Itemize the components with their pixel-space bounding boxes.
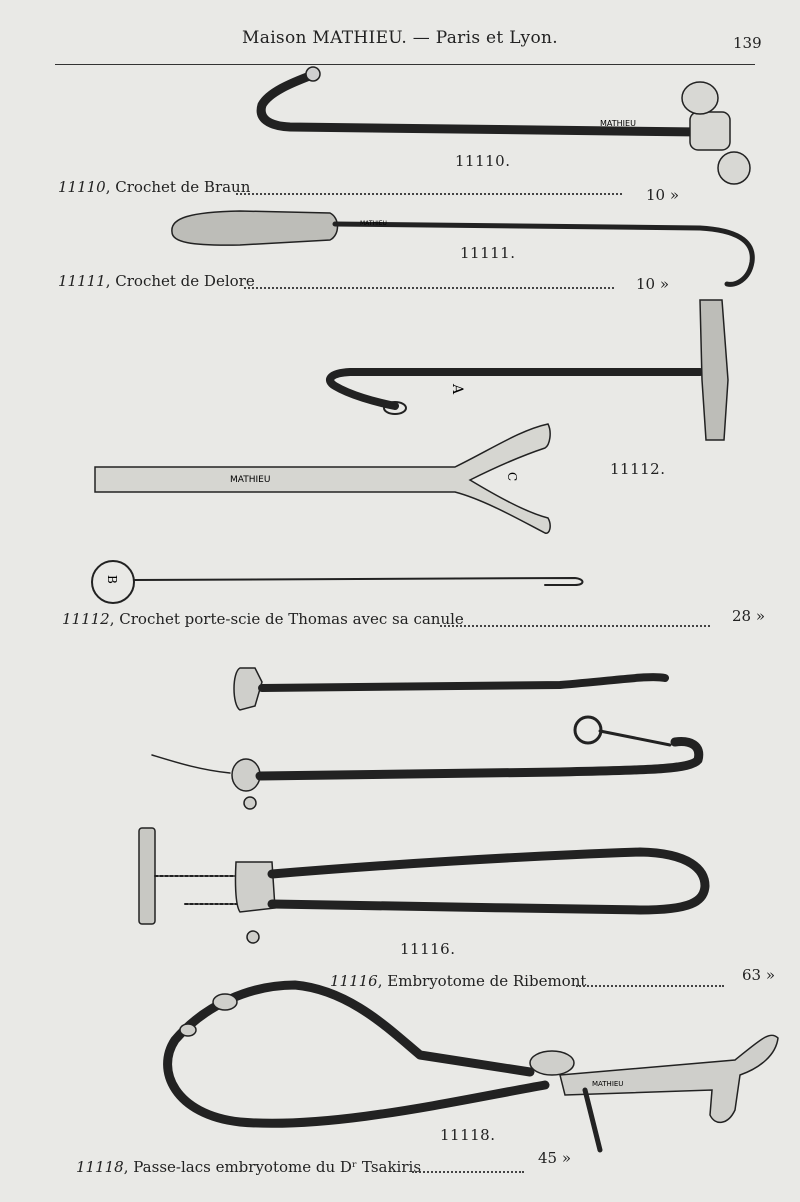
figure-number-11110: 11110. [455,152,511,170]
brand-mark: MATHIEU [600,119,636,128]
catalog-entry-11111: 11111, Crochet de Delore [58,272,255,290]
entry-price-11110: 10 » [646,186,680,204]
entry-name: Crochet porte-scie de Thomas avec sa canule [119,610,464,628]
entry-price-11118: 45 » [538,1149,572,1167]
label-b: B [105,575,119,584]
page-header-title: Maison MATHIEU. — Paris et Lyon. [242,28,558,48]
catalog-entry-11110: 11110, Crochet de Braun [58,178,251,196]
leader-dots [576,985,724,987]
svg-text:MATHIEU: MATHIEU [230,475,271,485]
catalog-entry-11112: 11112, Crochet porte-scie de Thomas avec sa canule [62,610,464,628]
figure-number-11111: 11111. [460,244,516,262]
entry-name: Crochet de Braun [115,178,251,196]
leader-dots [244,287,614,289]
svg-text:MATHIEU: MATHIEU [360,220,387,227]
entry-name: Passe-lacs embryotome du Dʳ Tsakiris [133,1158,422,1176]
entry-price-11116: 63 » [742,966,776,984]
page-number: 139 [733,34,762,52]
entry-price-11111: 10 » [636,275,670,293]
entry-price-11112: 28 » [732,607,766,625]
entry-number: 11112 [62,610,110,628]
leader-dots [236,193,622,195]
entry-number: 11111 [58,272,106,290]
illustration-11116-ribemont-embryotome [139,668,705,943]
entry-number: 11118 [76,1158,124,1176]
entry-name: Crochet de Delore [115,272,255,290]
figure-number-11116: 11116. [400,940,456,958]
label-a: A [449,384,465,395]
label-c: C [505,472,519,482]
entry-number: 11116 [330,972,378,990]
svg-text:MATHIEU: MATHIEU [592,1080,624,1088]
leader-dots [440,625,710,627]
catalog-entry-11116: 11116, Embryotome de Ribemont [330,972,587,990]
leader-dots [412,1171,524,1173]
figure-number-11112: 11112. [610,460,666,478]
figure-number-11118: 11118. [440,1126,496,1144]
entry-number: 11110 [58,178,106,196]
illustration-11112-thomas-saw-hook [92,300,728,603]
catalog-entry-11118: 11118, Passe-lacs embryotome du Dʳ Tsakiris [76,1158,422,1176]
entry-name: Embryotome de Ribemont [387,972,587,990]
